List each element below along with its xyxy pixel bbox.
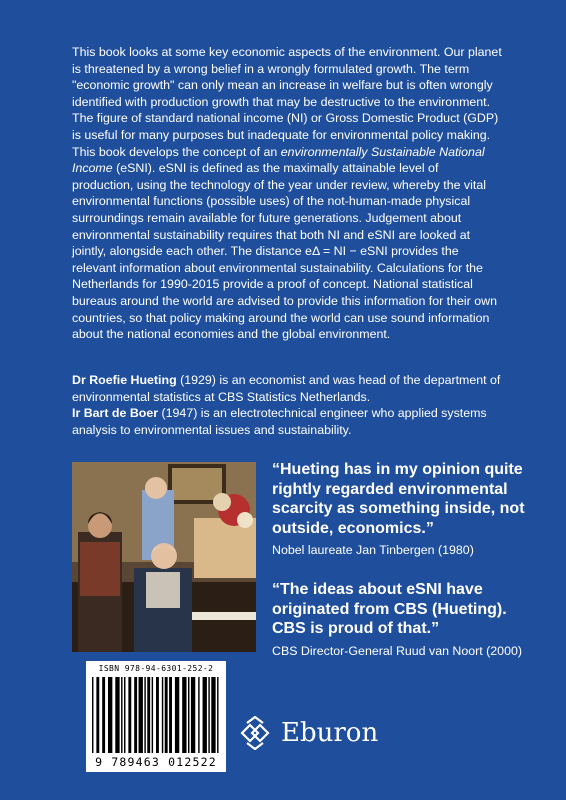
barcode-bar xyxy=(175,677,179,753)
barcode-bar xyxy=(139,677,143,753)
author-photo xyxy=(72,462,256,652)
quote-source: CBS Director-General Ruud van Noort (2000) xyxy=(272,643,522,658)
blurb-text-part1: This book looks at some key economic aspects of the environment. Our planet is threatened by a wrong belief in a wrongly formulated growth. The term "economic growth" can only mean an increase in welfare but is often wrongly identified with production growth that may be destructive to the environment. The figure of standard national income (NI) or Gross Domestic Product (GDP) is useful for many purposes but inadequate for environmental policy making. This book develops the concept of an xyxy=(72,45,502,159)
barcode-bar xyxy=(217,677,218,753)
barcode-bar xyxy=(134,677,137,753)
barcode-bar xyxy=(124,677,125,753)
isbn-digits: 9 789463 012522 xyxy=(95,755,217,769)
barcode-bar xyxy=(121,677,122,753)
author-description: (1947) is an electrotechnical engineer who applied systems analysis to environmental issues and sustainability. xyxy=(72,406,487,437)
quote-text: “Hueting has in my opinion quite rightly regarded environmental scarcity as something inside, not outside, economics.” xyxy=(272,461,525,537)
author-bio xyxy=(72,372,512,405)
barcode-bar xyxy=(208,677,209,753)
isbn-label: ISBN 978-94-6301-252-2 xyxy=(98,664,214,673)
author-bio xyxy=(72,405,512,438)
author-name: Ir Bart de Boer xyxy=(72,406,159,421)
author-name: Dr Roefie Hueting xyxy=(72,373,177,387)
barcode-bar xyxy=(156,677,159,753)
barcode-bar xyxy=(102,677,105,753)
barcode-bar xyxy=(152,677,153,753)
barcode-bar xyxy=(188,677,189,753)
barcode-bar xyxy=(115,677,119,753)
barcode-bar xyxy=(203,677,207,753)
barcode-bar xyxy=(128,677,131,753)
quote-block xyxy=(272,580,542,659)
publisher-logo xyxy=(238,716,378,750)
isbn-barcode xyxy=(86,661,226,772)
back-cover-blurb xyxy=(72,44,502,343)
author-bios xyxy=(72,372,512,438)
eburon-logo-icon xyxy=(238,716,278,750)
barcode-bar xyxy=(162,677,163,753)
quote-block xyxy=(272,460,542,558)
barcode-bars xyxy=(92,677,220,753)
quote-source: Nobel laureate Jan Tinbergen (1980) xyxy=(272,543,474,557)
barcode-bar xyxy=(108,677,112,753)
author-photo-illustration xyxy=(72,462,256,652)
barcode-bar xyxy=(96,677,99,753)
blurb-emphasis: environmentally Sustainable National Income xyxy=(72,144,485,176)
barcode-bar xyxy=(144,677,145,753)
barcode-bar xyxy=(169,677,172,753)
blurb-text-part2: (eSNI). eSNI is defined as the maximally attainable level of production, using the technology of the year under review, whereby the vital environmental functions (possible uses) of the not-human-made physical surroundings remain available for future generations. Judgement about environmental sustainability requires that both NI and eSNI are looked at jointly, alongside each other. The distance eΔ = NI − eSNI provides the relevant information about environmental sustainability. Calculations for the Netherlands for 1990-2015 provide a proof of concept. National statistical bureaus around the world are advised to provide this information for their own countries, so that policy making around the world can use sound information about the national economies and the global environment. xyxy=(72,161,497,342)
author-description: (1929) is an economist and was head of the department of environmental statistics at CBS Statistics Netherlands. xyxy=(72,373,501,404)
barcode-bar xyxy=(92,677,93,753)
barcode-bar xyxy=(198,677,199,753)
barcode-bar xyxy=(211,677,215,753)
barcode-bar xyxy=(191,677,195,753)
barcode-bar xyxy=(182,677,186,753)
quote-text: “The ideas about eSNI have originated from CBS (Hueting). CBS is proud of that.” xyxy=(272,581,507,637)
publisher-name: Eburon xyxy=(281,718,379,748)
quotes-section xyxy=(272,460,542,659)
barcode-bar xyxy=(165,677,168,753)
barcode-bar xyxy=(147,677,150,753)
